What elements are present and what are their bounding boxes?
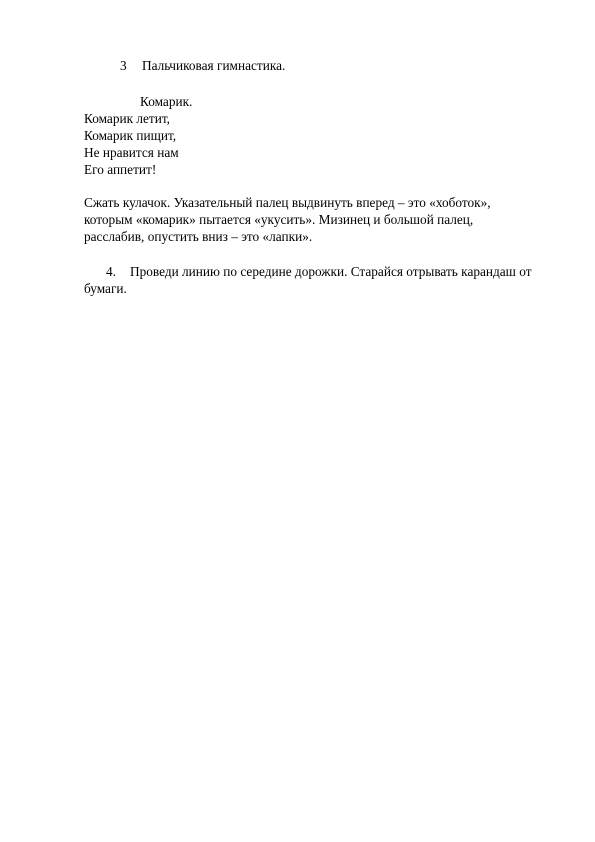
- section-4-line: [106, 264, 532, 280]
- instruction-line: Сжать кулачок. Указательный палец выдвинуть вперед – это «хоботок»,: [84, 195, 491, 210]
- poem-title: Комарик.: [140, 94, 193, 109]
- instruction-line: расслабив, опустить вниз – это «лапки».: [84, 229, 313, 244]
- poem-line: Его аппетит!: [84, 162, 157, 177]
- instruction-line: которым «комарик» пытается «укусить». Мизинец и большой палец,: [84, 212, 474, 227]
- section-3-heading: [120, 58, 285, 74]
- section-4-line-continued: бумаги.: [84, 281, 127, 296]
- section-4-text: Проведи линию по середине дорожки. Старайся отрывать карандаш от: [130, 264, 532, 279]
- section-3-title: Пальчиковая гимнастика.: [142, 58, 286, 73]
- poem-line: Комарик пищит,: [84, 128, 177, 143]
- poem-line: Комарик летит,: [84, 111, 170, 126]
- section-3-number: 3: [120, 58, 127, 73]
- poem-line: Не нравится нам: [84, 145, 179, 160]
- section-4-number: 4.: [106, 264, 116, 279]
